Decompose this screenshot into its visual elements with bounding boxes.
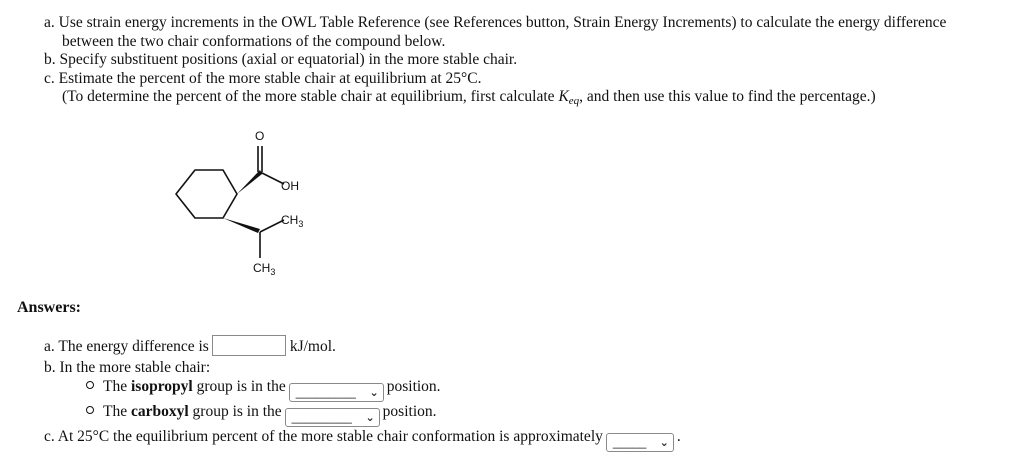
- question-text: [44, 14, 1014, 107]
- question-hint: (To determine the percent of the more stable chair at equilibrium, first calculate $K_{eq}$, and then use this value to find the percentage.): [62, 88, 876, 107]
- methyl-label-right: $CH_3$: [281, 213, 304, 229]
- hydroxyl-label: OH: [281, 179, 299, 193]
- answer-b-isopropyl: The isopropyl group is in the _________ ⌄ position.: [86, 378, 441, 402]
- methyl-label-bottom: $CH_3$: [253, 261, 276, 277]
- question-part-b: b. Specify substituent positions (axial or equatorial) in the more stable chair.: [44, 51, 518, 68]
- question-part-c: c. Estimate the percent of the more stable chair at equilibrium at 25°C.: [44, 69, 482, 87]
- bullet: [86, 406, 94, 414]
- answers-heading: Answers:: [17, 299, 81, 316]
- oxygen-label: O: [255, 129, 265, 143]
- chevron-down-icon: ⌄: [365, 411, 375, 424]
- keq-symbol: K: [558, 88, 569, 105]
- wedge-bond-isopropyl: [223, 218, 260, 233]
- wedge-bond-carboxyl: [237, 170, 262, 194]
- bullet: [86, 381, 94, 389]
- carboxyl-position-select[interactable]: _________ ⌄: [285, 408, 380, 427]
- answer-c: c. At 25°C the equilibrium percent of the more stable chair conformation is approximately _____ ⌄ .: [44, 428, 681, 452]
- question-a-line1: a. Use strain energy increments in the OWL Table Reference (see References button, Strain Energy Increments) to calculate the energy difference: [44, 14, 947, 31]
- molecule-structure: [160, 124, 360, 284]
- answer-b-carboxyl: The carboxyl group is in the _________ ⌄ position.: [86, 403, 437, 427]
- chevron-down-icon: ⌄: [659, 436, 669, 449]
- chevron-down-icon: ⌄: [369, 386, 379, 399]
- cyclohexane-ring: [176, 170, 237, 218]
- isopropyl-position-select[interactable]: _________ ⌄: [289, 383, 384, 402]
- question-a-line2: between the two chair conformations of the compound below.: [62, 32, 446, 50]
- question-part-a: [44, 14, 1014, 51]
- percent-select[interactable]: _____ ⌄: [606, 433, 674, 452]
- energy-difference-input[interactable]: [212, 335, 286, 356]
- answer-b-intro: b. In the more stable chair:: [44, 359, 211, 376]
- answer-a: a. The energy difference is kJ/mol.: [44, 335, 336, 356]
